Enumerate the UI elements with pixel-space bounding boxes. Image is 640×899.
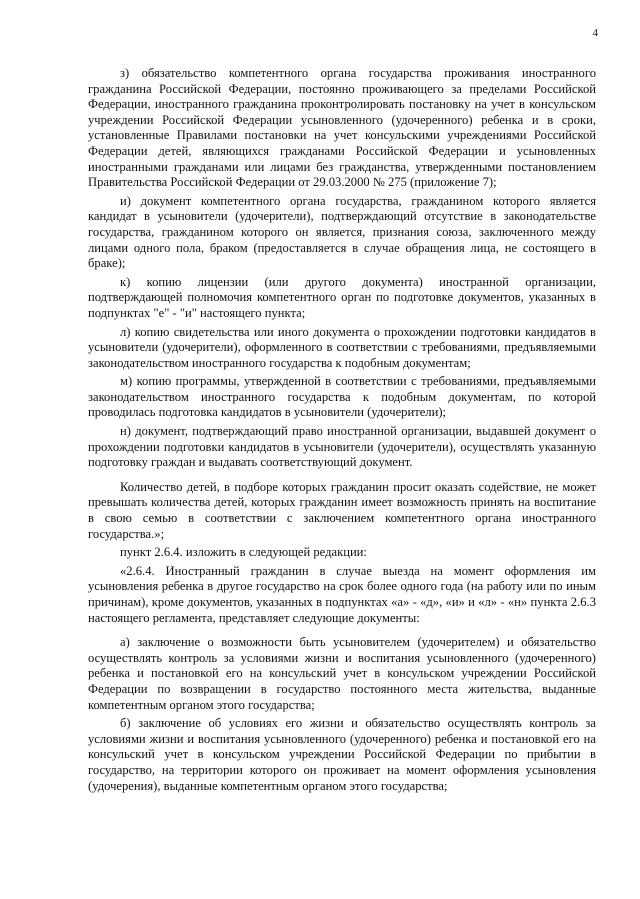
paragraph-2-6-4: «2.6.4. Иностранный гражданин в случае выезда на момент оформления им усыновления ребенка в другое государство на срок более одного года (на работу или по иным причинам), кроме документов, указанных в подпунктах «а» - «д», «и» и «л» - «н» пункта 2.6.3 настоящего регламента, представляет следующие документы: xyxy=(88,563,596,625)
paragraph-z-obligation: з) обязательство компетентного органа государства проживания иностранного гражданина Российской Федерации, постоянно проживающего за пределами Российской Федерации, иностранного гражданина проконтролировать постановку на учет в консульском учреждении Российской Федерации усыновленного (удочеренного) ребенка и в сроки, установленные Правилами постановки на учет консульскими учреждениями Российской Федерации детей, являющихся гражданами Российской Федерации и усыновленных иностранными гражданами или лицами без гражданства, утвержденными постановлением Правительства Российской Федерации от 29.03.2000 № 275 (приложение 7); xyxy=(88,66,596,190)
paragraph-item-2-6-4-intro: пункт 2.6.4. изложить в следующей редакции: xyxy=(120,545,367,560)
page-number: 4 xyxy=(592,27,598,39)
paragraph-m-program: м) копию программы, утвержденной в соответствии с требованиями, предъявляемыми законодательством иностранного государства к подобным документам, по которой проводилась подготовка кандидатов в усыновители (удочерители); xyxy=(88,374,596,420)
paragraph-a-conclusion: а) заключение о возможности быть усыновителем (удочерителем) и обязательство осуществлять контроль за условиями жизни и воспитания усыновленного (удочеренного) ребенка и постановкой его на консульский учет в консульском учреждении Российской Федерации по возвращении в государство постоянного места жительства, выданные компетентным органом этого государства; xyxy=(88,635,596,712)
paragraph-n-right: н) документ, подтверждающий право иностранной организации, выдавшей документ о прохождении подготовки кандидатов в усыновители (удочерители), осуществлять указанную подготовку граждан и выдавать соответствующий документ. xyxy=(88,424,596,470)
paragraph-i-document: и) документ компетентного органа государства, гражданином которого является кандидат в усыновители (удочерители), подтверждающий отсутствие в законодательстве государства, гражданином которого он является, признания союза, заключенного между лицами одного пола, браком (предоставляется в случае обращения лица, не состоящего в браке); xyxy=(88,193,596,271)
document-body xyxy=(88,66,596,797)
paragraph-l-certificate: л) копию свидетельства или иного документа о прохождении подготовки кандидатов в усыновители (удочерители), оформленного в соответствии с требованиями, предъявляемыми законодательством иностранного государства к подобным документам; xyxy=(88,324,596,370)
paragraph-b-conclusion: б) заключение об условиях его жизни и обязательство осуществлять контроль за условиями жизни и воспитания усыновленного (удочеренного) ребенка и постановкой его на консульский учет в консульском учреждении Российской Федерации по прибытии в государство, на территории которого он проживает на момент оформления усыновления (удочерения), выданные компетентным органом этого государства; xyxy=(88,716,596,793)
paragraph-children-count: Количество детей, в подборе которых гражданин просит оказать содействие, не может превышать количества детей, которых гражданин имеет возможность принять на воспитание в свою семью в соответствии с заключением компетентного органа иностранного государства.»; xyxy=(88,479,596,541)
paragraph-k-license: к) копию лицензии (или другого документа) иностранной организации, подтверждающей полномочия компетентного орган по подготовке документов, указанных в подпунктах "е" - "и" настоящего пункта; xyxy=(88,274,596,320)
